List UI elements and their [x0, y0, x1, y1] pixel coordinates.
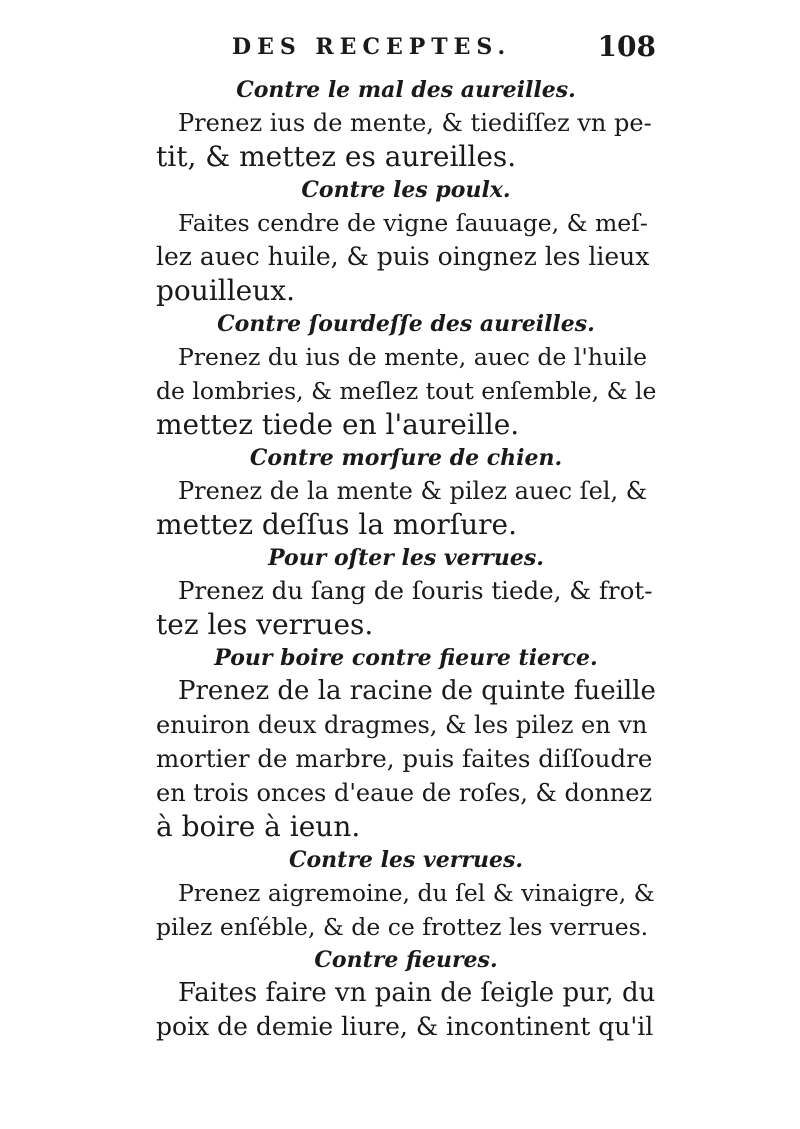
- text-line: tit, & mettez es aureilles.: [156, 140, 517, 173]
- recipe-heading: Pour oſter les verrues.: [268, 545, 544, 571]
- text-line: lez auec huile, & puis oingnez les lieux: [156, 242, 650, 271]
- body-text: [156, 74, 656, 1044]
- text-line: tez les verrues.: [156, 608, 374, 641]
- running-head: DES RECEPTES.: [232, 34, 512, 60]
- recipe-section: [156, 442, 656, 542]
- text-line: à boire à ieun.: [156, 810, 361, 843]
- text-line: mettez deſſus la morſure.: [156, 508, 517, 541]
- recipe-section: [156, 174, 656, 308]
- page-header: [232, 30, 656, 70]
- text-line: Prenez de la racine de quinte fueille: [178, 676, 656, 706]
- recipe-section: [156, 944, 656, 1044]
- page-number: 108: [597, 30, 656, 63]
- recipe-section: [156, 844, 656, 944]
- recipe-section: [156, 308, 656, 442]
- text-line: de lombries, & meſlez tout enſemble, & le: [156, 377, 657, 405]
- text-line: mettez tiede en l'aureille.: [156, 408, 520, 441]
- text-line: en trois onces d'eaue de roſes, & donnez: [156, 779, 653, 807]
- text-line: Prenez ius de mente, & tiediſſez vn pe-: [178, 109, 652, 137]
- recipe-heading: Pour boire contre fieure tierce.: [214, 645, 598, 671]
- recipe-section: [156, 74, 656, 174]
- text-line: Faites cendre de vigne ſauuage, & meſ-: [178, 209, 648, 237]
- recipe-heading: Contre fieures.: [314, 947, 498, 973]
- recipe-heading: Contre les poulx.: [301, 177, 511, 203]
- recipe-section: [156, 542, 656, 642]
- text-line: poix de demie liure, & incontinent qu'il: [156, 1012, 654, 1041]
- text-line: Prenez aigremoine, du ſel & vinaigre, &: [178, 879, 655, 907]
- text-line: Prenez de la mente & pilez auec ſel, &: [178, 477, 648, 505]
- recipe-heading: Contre le mal des aureilles.: [236, 77, 576, 103]
- text-line: enuiron deux dragmes, & les pilez en vn: [156, 711, 648, 739]
- recipe-heading: Contre ſourdeſſe des aureilles.: [217, 311, 595, 337]
- recipe-heading: Contre morſure de chien.: [249, 445, 563, 471]
- text-line: pilez enſéble, & de ce frottez les verrues.: [156, 913, 649, 941]
- text-line: Prenez du ſang de ſouris tiede, & frot-: [178, 576, 653, 605]
- recipe-heading: Contre les verrues.: [289, 847, 523, 873]
- text-line: Faites faire vn pain de ſeigle pur, du: [178, 978, 656, 1008]
- text-line: mortier de marbre, puis faites diſſoudre: [156, 744, 653, 773]
- text-line: Prenez du ius de mente, auec de l'huile: [178, 343, 648, 371]
- recipe-section: [156, 642, 656, 844]
- text-line: pouilleux.: [156, 274, 295, 307]
